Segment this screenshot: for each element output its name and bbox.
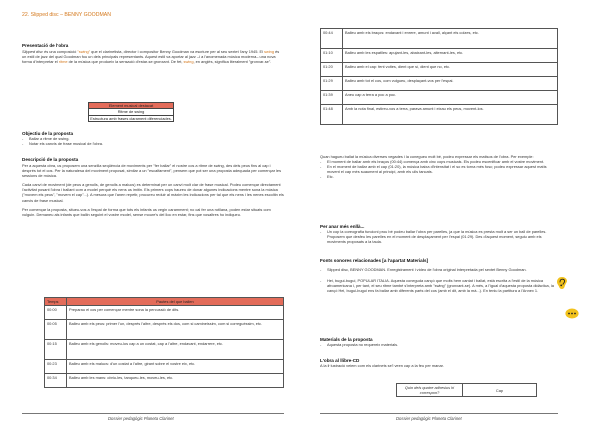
schedule-table-continued [320, 28, 558, 125]
highlight-swing: "swing" [77, 49, 91, 54]
answer-cell: Cap [463, 384, 537, 397]
text-fragment: és un estil de jazz del qual Goodman fou un dels principals representants. Aquest estil va aportar al jazz –i a l'anomenada música moderna– una nova forma d'interpretar el [22, 49, 280, 65]
time-cell: 00:15 [45, 340, 67, 360]
right-page [300, 0, 600, 424]
mes-enlla-list [320, 229, 558, 244]
list-item: - Aquesta proposta no requereix materials. [320, 342, 558, 347]
time-cell: 00:44 [321, 29, 343, 49]
time-cell: 01:39 [321, 91, 343, 105]
objectiu-section [22, 131, 284, 146]
list-item: - El moment de ballar amb els braços (00:44) comença amb cinc cops musicals. Els podeu escenificar amb el vostre moviment. [320, 159, 558, 164]
page-footer: Dossier pedagògic Planeta Clarinet [108, 416, 174, 421]
table-row [45, 374, 284, 388]
mes-enlla-heading: Per anar més enllà... [320, 224, 365, 229]
fonts-list [320, 267, 558, 293]
table-header-row [45, 298, 284, 306]
cd-heading: L'obra al llibre-CD [320, 358, 360, 363]
more-activity-icon [565, 308, 579, 319]
fonts-section [320, 258, 558, 293]
footer-divider [320, 413, 558, 414]
materials-heading: Materials de la proposta [320, 337, 373, 342]
materials-section [320, 337, 558, 347]
tag-box-header: Element musical destacat [89, 103, 173, 108]
list-item: - Notar els canvis de frase musical de l'obra. [22, 141, 284, 146]
desc-cell: Balleu amb tot el cos, com vulgueu, desplaçant-vos per l'espai. [343, 77, 558, 91]
table-row [321, 29, 558, 49]
presentacio-paragraph [22, 49, 284, 64]
table-row [321, 63, 558, 77]
tag-box-row: Estructura amb frases clarament diferenciades. [90, 115, 172, 121]
time-cell: 00:05 [45, 320, 67, 340]
desc-cell: Balleu amb el cap: fent voltes, dient que sí, dient que no, etc. [343, 63, 558, 77]
after-table-section [320, 154, 558, 179]
page-title: 22. Slipped disc – BENNY GOODMAN [22, 12, 111, 18]
presentacio-heading: Presentació de l'obra [22, 43, 69, 48]
table-row [321, 105, 558, 125]
desc-cell: Balleu amb els malucs: d'un costat a l'altre, girant sobre el vostre eix, etc. [67, 360, 284, 374]
table-row [321, 77, 558, 91]
table-row [321, 49, 558, 63]
listen-ear-icon [556, 276, 568, 290]
list-item: - Un cop la coreografia funcioni prou bé podeu ballar l'obra per parelles, ja que la música es presta molt a ser un ball de parelles. Proposem que desfeu les parelles en el moment de desplaçament per l'espai (01:29). Des d'aquest moment, seguiu amb els moviments proposats a la taula. [320, 229, 558, 244]
time-cell: 01:10 [321, 49, 343, 63]
time-cell: 01:29 [321, 77, 343, 91]
presentacio-section [22, 43, 284, 64]
list-item: - Slipped disc, BENNY GOODMAN. Enregistrament i vídeo de l'obra original interpretada pel sextet Benny Goodman. [320, 267, 558, 272]
desc-cell: Balleu amb els peus: primer l'un, després l'altre, després els dos, com si camineissim, com si correguéssim, etc. [67, 320, 284, 340]
list-item: - Hei, bugui-bugui, POPULAR ITALIA. Aquesta coneguda cançó que molts hem cantat i ballat, està escrita a l'estil de la música afroamericana i, per tant, el seu ritme també s'interpreta amb "swing" (gronxant-se). A més, a l'igual d'aquesta proposta didàctica, la cançó Hei, bugui-bugui ens fa ballar amb diferents parts del cos (amb el dit, amb la mà...). En teniu la partitura a l'Annex 1. [320, 278, 558, 293]
text-fragment: que el clarinetista, director i compositor Benny Goodman va escriure per al seu sextet l'any 1945. El [90, 49, 265, 54]
desc-cell: Balleu amb els braços: endavant i enrere, amunt i avall, alçant els colzes, etc. [343, 29, 558, 49]
desc-cell: Preparau el cos per començar mentre sona la percussió de dits. [67, 306, 284, 320]
text-fragment: és una composició [42, 49, 78, 54]
question-cell: Quin dels quatre adhesius hi correspon? [397, 384, 463, 397]
objectiu-list [22, 136, 284, 146]
time-cell: 01:48 [321, 105, 343, 125]
objectiu-heading: Objectiu de la proposta [22, 131, 74, 136]
page-footer: Dossier pedagògic Planeta Clarinet [396, 416, 462, 421]
table-row [321, 91, 558, 105]
time-cell: 01:20 [321, 63, 343, 77]
mes-enlla-section [320, 224, 558, 244]
descripcio-paragraph: Per a aquesta obra, us proposem una senzilla seqüència de moviments per "fer ballar" el nostre cos a ritme de swing, des dels peus fins al cap i després tot el cos. Per la naturalesa del moviment proposat, similar a un "escalfament", pensem que pot ser una proposta adequada per començar les sessions de música. [22, 163, 282, 179]
time-cell: 00:23 [45, 360, 67, 374]
list-item: - Ballar a ritme de swing. [22, 136, 284, 141]
footer-divider [22, 413, 284, 414]
descripcio-paragraph: Cada canvi de moviment (de peus a genolls, de genolls a malucs) es determinat per un canvi molt clar de frase musical. Podeu començar directament l'activitat posant l'obra i ballant com a model perquè els nens us imitin. Els primers cops haureu de donar algunes indicacions mentre sona la música ("movem els peus", "movem el cap"...). A mesura que l'anen repetir, procureu reduir al màxim les indicacions per tal que els nens i les nenes escoltin els canvis de frase musical. [22, 182, 284, 203]
text-fragment: , en anglès, significa literalment "gronxar-se". [193, 59, 272, 65]
table-row [397, 384, 537, 397]
column-header: Pautes del que ballen [67, 298, 284, 306]
desc-cell: Balleu amb els genolls: moveu-los cap a un costat, cap a l'altre, endavant, endarrere, etc. [67, 340, 284, 360]
highlighted-element-box [88, 102, 174, 122]
descripcio-section [22, 157, 284, 217]
descripcio-heading: Descripció de la proposta [22, 157, 79, 162]
table-row [45, 360, 284, 374]
tag-box-row: Ritme de swing [89, 108, 173, 114]
desc-cell: Aneu cap a terra a poc a poc. [343, 91, 558, 105]
table-row [45, 306, 284, 320]
table-row [45, 340, 284, 360]
list-item: - En el moment de ballar amb el cap (01:20), la música baixa d'intensitat i el so es torna més fosc; podeu expressar aquest matís movent el cap més suaument al principi, amb els ulls tancats. [320, 164, 558, 174]
sticker-question-table [396, 383, 537, 397]
highlight-ritme: ritme [58, 59, 68, 65]
fonts-heading: Fonts sonores relacionades [a l'apartat Materials] [320, 258, 429, 263]
desc-cell: Amb la nota final, estireu-vos a terra, parava amunt i eixau els peus, movent-los. [343, 105, 558, 125]
desc-cell: Balleu amb les mans: obriu-les, tanqueu-les, moveu-les, etc. [67, 374, 284, 388]
schedule-table [44, 297, 284, 388]
list-item: - Etc. [320, 174, 558, 179]
time-cell: 00:00 [45, 306, 67, 320]
descripcio-paragraph: Per començar la proposta, situeu-vos a l'espai de forma que tots els infants us vegin caramment; no cal fer una rotllana, poden estar situats com vulguin. Demaneu als infants que ballin seguint el vostre model, sense moure's del lloc en estar, fins que vosaltres ho indiqueu. [22, 206, 271, 217]
work-title: Slipped disc [22, 49, 43, 54]
after-table-paragraph: Quan hagueu ballat la música diverses vegades i la conegueu molt bé, podeu expressar els matisos de l'obra. Per exemple: [320, 154, 534, 159]
time-cell: 00:34 [45, 374, 67, 388]
cd-paragraph: A la il·lustració veiem com els clarinets se'l veen cap a la feu per manar. [320, 363, 444, 368]
column-header: Temps [45, 298, 67, 306]
cd-section [320, 358, 558, 368]
materials-list [320, 342, 558, 347]
highlight-swing: swing [264, 49, 275, 54]
highlight-swing: swing [183, 59, 194, 65]
table-row [45, 320, 284, 340]
desc-cell: Balleu amb les espatlles: apujant-les, abaixant-les, alternant-les, etc. [343, 49, 558, 63]
matisos-list [320, 159, 558, 179]
text-fragment: de la música que produeix la sensació d'estar-se gronxant. De fet, [67, 59, 184, 65]
